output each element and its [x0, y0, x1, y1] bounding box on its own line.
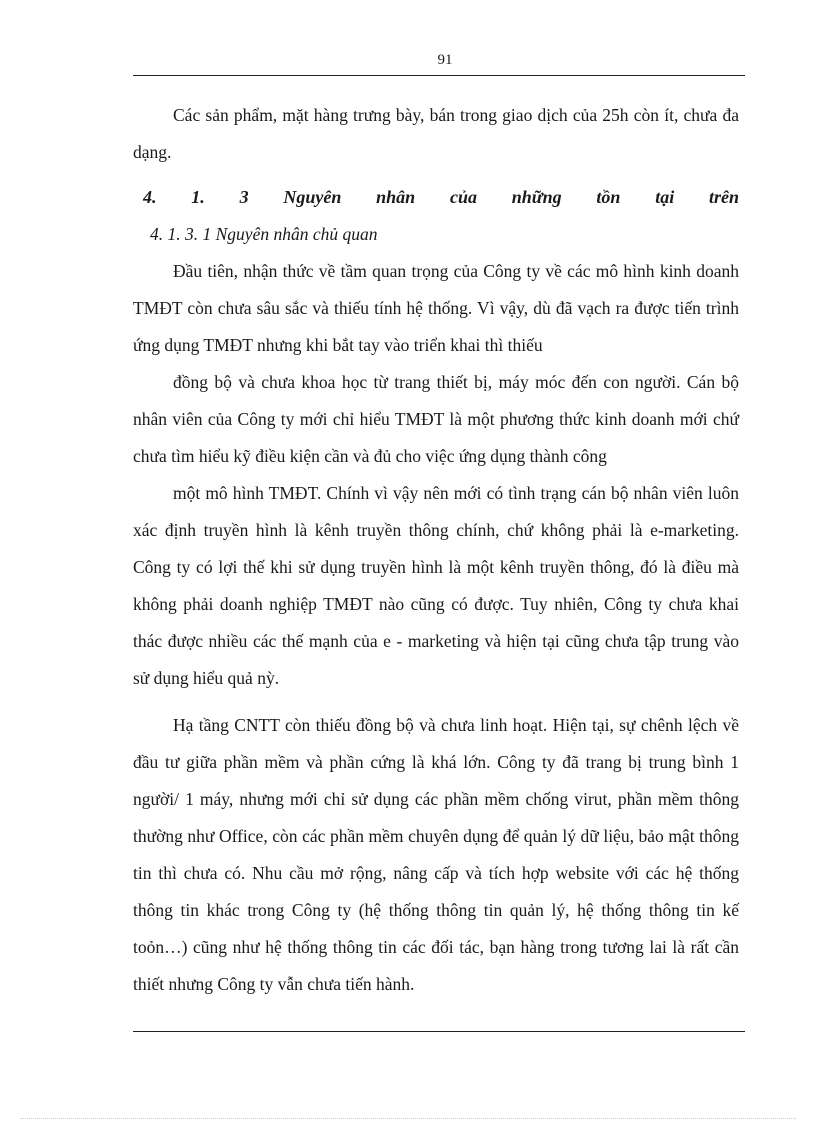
- header-rule: [133, 75, 745, 76]
- page-number: 91: [437, 52, 453, 68]
- paragraph-2: Hạ tầng CNTT còn thiếu đồng bộ và chưa linh hoạt. Hiện tại, sự chênh lệch về đầu tư giữa phần mềm và phần cứng là khá lớn. Công ty đã trang bị trung bình 1 người/ 1 máy, nhưng mới chỉ sử dụng các phần mềm chống virut, phần mềm thông thường như Office, còn các phần mềm chuyên dụng để quản lý dữ liệu, bảo mật thông tin thì chưa có. Nhu cầu mở rộng, nâng cấp và tích hợp website với các hệ thống thông tin khác trong Công ty (hệ thống thông tin quản lý, hệ thống thông tin kế toỏn…) cũng như hệ thống thông tin các đối tác, bạn hàng trong tương lai là rất cần thiết nhưng Công ty vẫn chưa tiến hành.: [133, 715, 739, 994]
- paragraph-1a: Đầu tiên, nhận thức về tầm quan trọng của Công ty về các mô hình kinh doanh TMĐT còn chưa sâu sắc và thiếu tính hệ thống. Vì vậy, dù đã vạch ra được tiến trình ứng dụng TMĐT nhưng khi bắt tay vào triển khai thì thiếu: [133, 261, 739, 355]
- subsection-heading: 4. 1. 3. 1 Nguyên nhân chủ quan: [150, 224, 378, 244]
- paragraph-1c: một mô hình TMĐT. Chính vì vậy nên mới có tình trạng cán bộ nhân viên luôn xác định truyền hình là kênh truyền thông chính, chứ không phải là e-marketing. Công ty có lợi thế khi sử dụng truyền hình là một kênh truyền thông, đó là điều mà không phải doanh nghiệp TMĐT nào cũng có được. Tuy nhiên, Công ty chưa khai thác được nhiều các thế mạnh của e - marketing và hiện tại cũng chưa tập trung vào sử dụng hiểu quả nỳ.: [133, 483, 739, 688]
- page-edge: [20, 1118, 796, 1119]
- page-body: [133, 97, 739, 1003]
- paragraph-1b: đồng bộ và chưa khoa học từ trang thiết bị, máy móc đến con người. Cán bộ nhân viên của Công ty mới chỉ hiểu TMĐT là một phương thức kinh doanh mới chứ chưa tìm hiểu kỹ điều kiện cần và đủ cho việc ứng dụng thành công: [133, 372, 739, 466]
- intro-paragraph: Các sản phẩm, mặt hàng trưng bày, bán trong giao dịch của 25h còn ít, chưa đa dạng.: [133, 105, 739, 162]
- section-heading: 4. 1. 3 Nguyên nhân của những tồn tại trên: [143, 187, 739, 207]
- footer-rule: [133, 1031, 745, 1032]
